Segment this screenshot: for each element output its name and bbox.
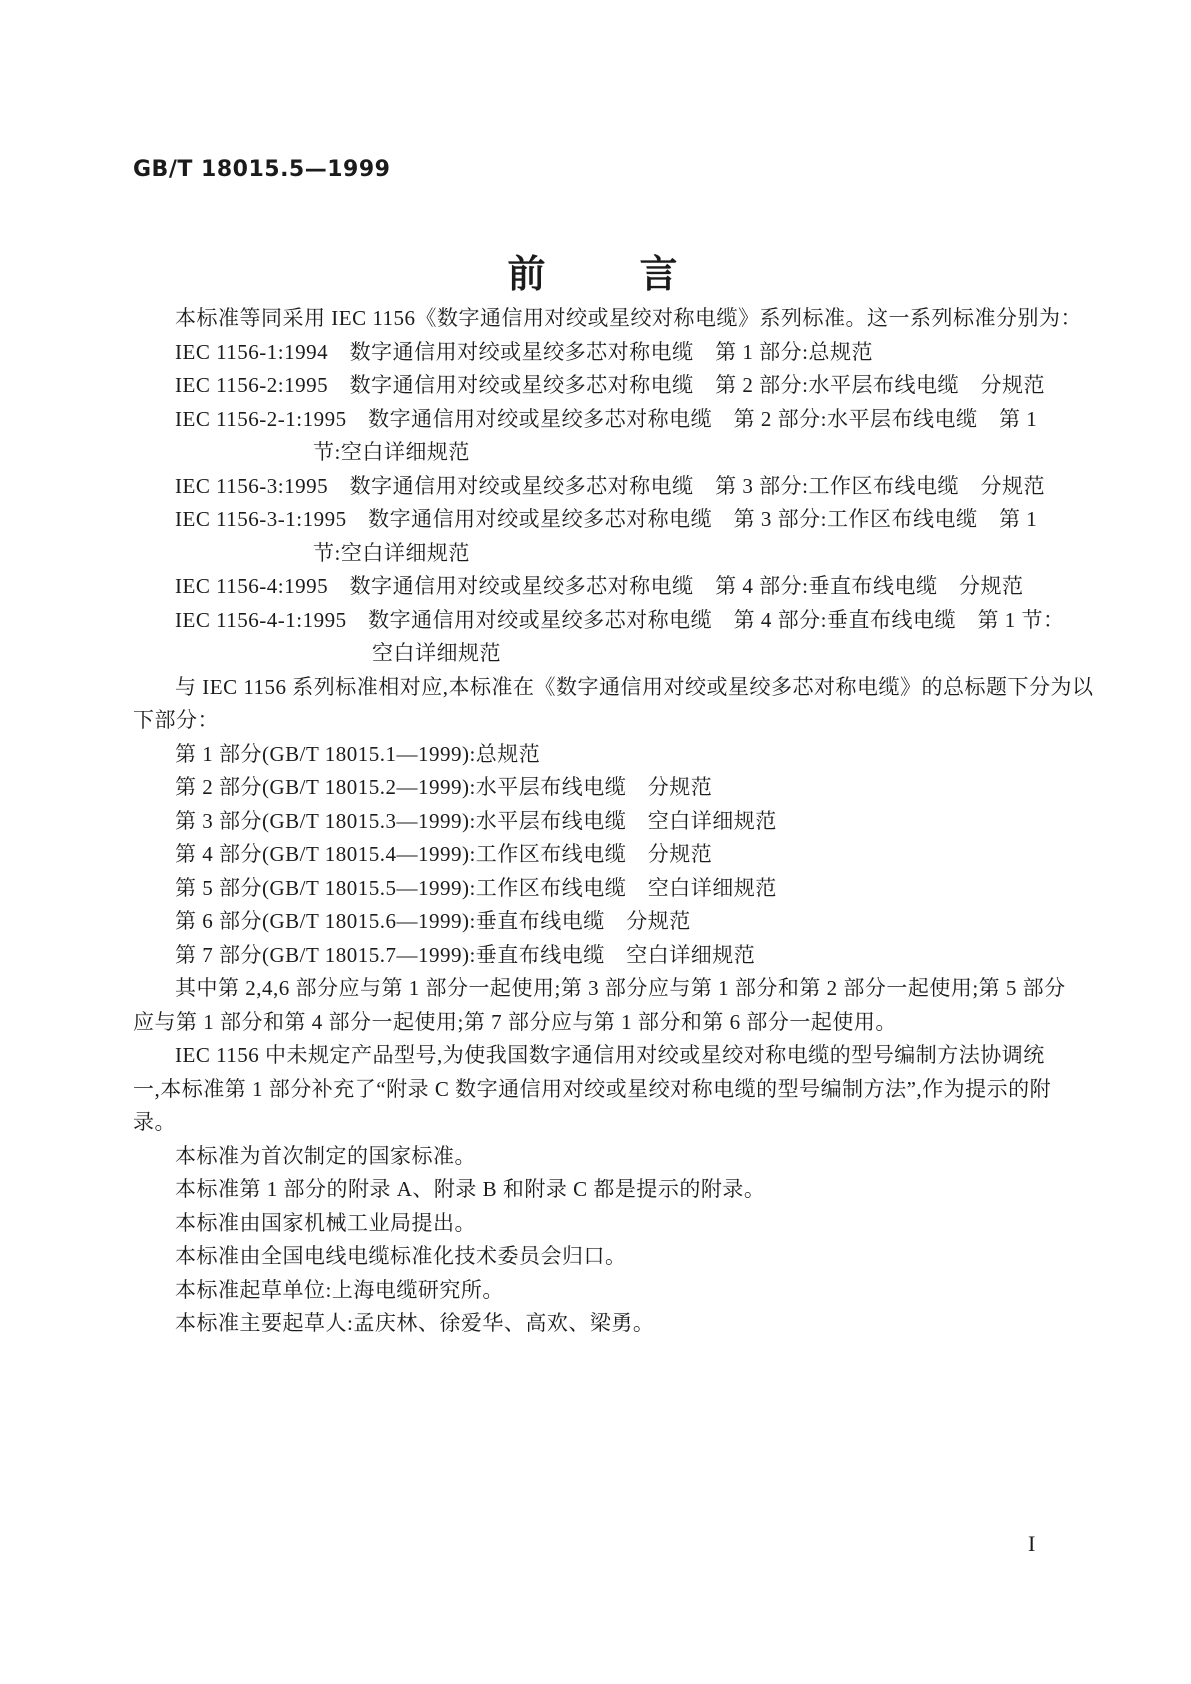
text-line: IEC 1156-3:1995 数字通信用对绞或星绞多芯对称电缆 第 3 部分:工作区布线电缆 分规范 <box>175 473 1045 498</box>
text-line: 录。 <box>133 1110 176 1134</box>
text-line: IEC 1156 中未规定产品型号,为使我国数字通信用对绞或星绞对称电缆的型号编制方法协调统 <box>175 1043 1045 1067</box>
text-line: 下部分： <box>133 708 219 732</box>
text-line: 本标准由国家机械工业局提出。 <box>175 1210 476 1235</box>
text-line: 本标准第 1 部分的附录 A、附录 B 和附录 C 都是提示的附录。 <box>175 1177 766 1201</box>
standard-number: GB/T 18015.5—1999 <box>133 157 391 182</box>
text-line: IEC 1156-4-1:1995 数字通信用对绞或星绞多芯对称电缆 第 4 部分:垂直布线电缆 第 1 节： <box>175 607 1065 632</box>
text-line: 本标准等同采用 IEC 1156《数字通信用对绞或星绞对称电缆》系列标准。这一系列标准分别为： <box>175 306 1083 330</box>
text-line: 一,本标准第 1 部分补充了“附录 C 数字通信用对绞或星绞对称电缆的型号编制方法”,作为提示的附 <box>133 1076 1052 1101</box>
page-number: I <box>1028 1531 1036 1556</box>
foreword-body <box>133 302 1094 1341</box>
text-line: 第 7 部分(GB/T 18015.7—1999):垂直布线电缆 空白详细规范 <box>175 942 756 967</box>
text-line: 其中第 2,4,6 部分应与第 1 部分一起使用;第 3 部分应与第 1 部分和第 2 部分一起使用;第 5 部分 <box>175 976 1066 1000</box>
page-title: 前 言 <box>507 252 684 296</box>
text-line: 第 5 部分(GB/T 18015.5—1999):工作区布线电缆 空白详细规范 <box>175 875 777 900</box>
text-line: 第 3 部分(GB/T 18015.3—1999):水平层布线电缆 空白详细规范 <box>175 808 777 833</box>
text-line: IEC 1156-4:1995 数字通信用对绞或星绞多芯对称电缆 第 4 部分:垂直布线电缆 分规范 <box>175 574 1024 598</box>
text-line: 节:空白详细规范 <box>313 440 470 464</box>
text-line: 第 1 部分(GB/T 18015.1—1999):总规范 <box>175 741 541 766</box>
text-line: 本标准为首次制定的国家标准。 <box>175 1143 476 1168</box>
text-line: 节:空白详细规范 <box>313 540 470 565</box>
text-line: IEC 1156-1:1994 数字通信用对绞或星绞多芯对称电缆 第 1 部分:总规范 <box>175 339 873 364</box>
text-line: 第 4 部分(GB/T 18015.4—1999):工作区布线电缆 分规范 <box>175 842 713 866</box>
text-line: 第 6 部分(GB/T 18015.6—1999):垂直布线电缆 分规范 <box>175 909 691 933</box>
text-line: IEC 1156-2:1995 数字通信用对绞或星绞多芯对称电缆 第 2 部分:水平层布线电缆 分规范 <box>175 373 1045 397</box>
text-line: 本标准主要起草人:孟庆林、徐爱华、高欢、梁勇。 <box>175 1311 655 1335</box>
text-line: 与 IEC 1156 系列标准相对应,本标准在《数字通信用对绞或星绞多芯对称电缆》的总标题下分为以 <box>175 674 1094 699</box>
text-line: IEC 1156-2-1:1995 数字通信用对绞或星绞多芯对称电缆 第 2 部分:水平层布线电缆 第 1 <box>175 406 1038 431</box>
text-line: 第 2 部分(GB/T 18015.2—1999):水平层布线电缆 分规范 <box>175 775 713 799</box>
text-line: 空白详细规范 <box>372 641 501 665</box>
text-line: IEC 1156-3-1:1995 数字通信用对绞或星绞多芯对称电缆 第 3 部分:工作区布线电缆 第 1 <box>175 507 1038 531</box>
text-line: 本标准起草单位:上海电缆研究所。 <box>175 1277 504 1302</box>
text-line: 应与第 1 部分和第 4 部分一起使用;第 7 部分应与第 1 部分和第 6 部分一起使用。 <box>133 1009 897 1034</box>
text-line: 本标准由全国电线电缆标准化技术委员会归口。 <box>175 1244 627 1268</box>
